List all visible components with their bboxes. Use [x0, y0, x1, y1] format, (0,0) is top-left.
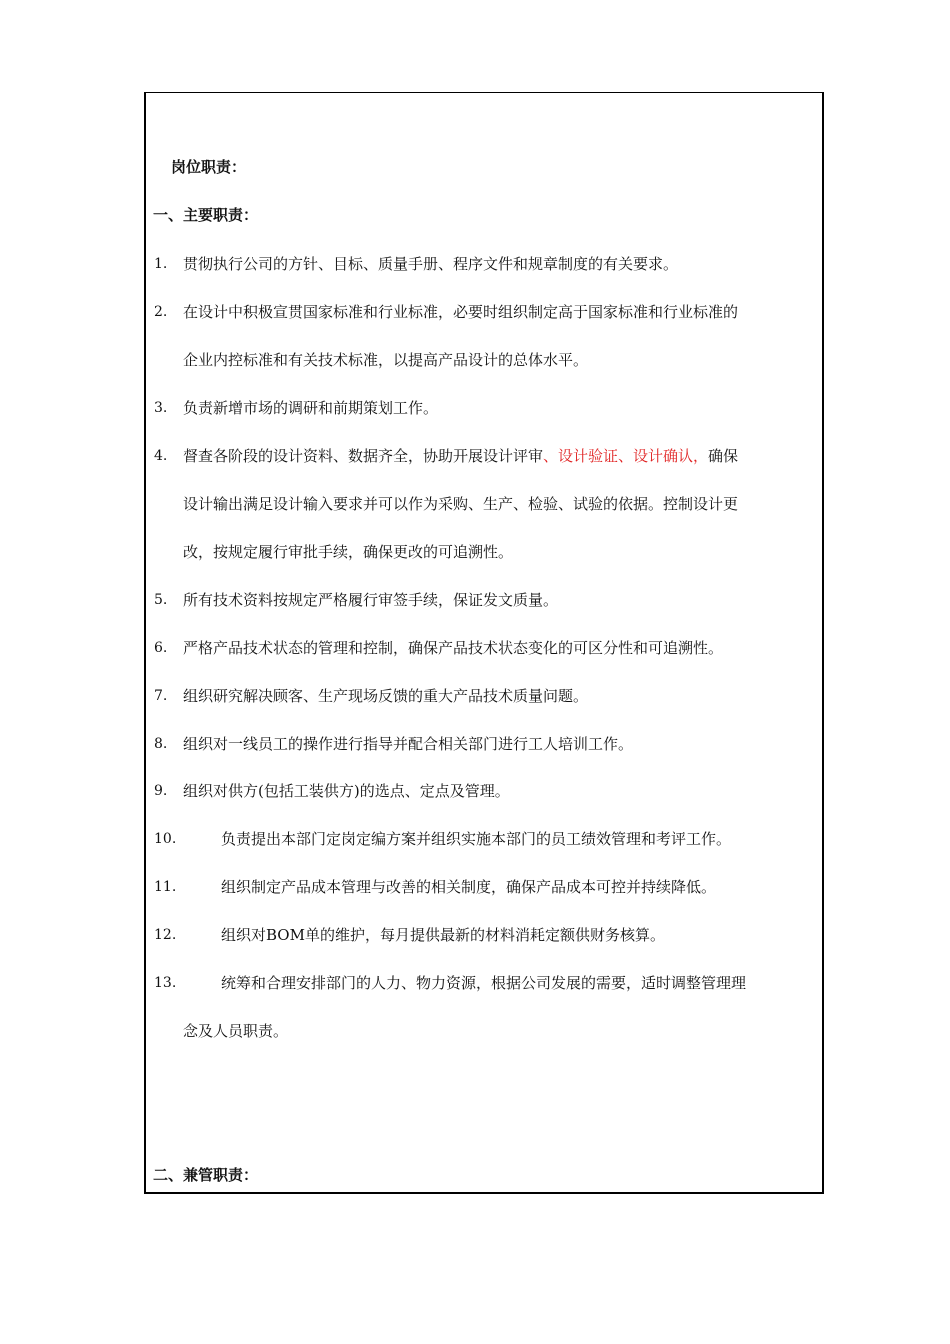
item-text: 组织制定产品成本管理与改善的相关制度，确保产品成本可控并持续降低。: [221, 878, 717, 896]
doc-title: 岗位职责：: [171, 158, 247, 176]
item-text-cont: 念及人员职责。: [183, 1022, 289, 1040]
item-text-highlight: 、设计验证、设计确认，: [543, 447, 709, 465]
item-text: 组织对供方(包括工装供方)的选点、定点及管理。: [183, 782, 510, 800]
item-text: 负责提出本部门定岗定编方案并组织实施本部门的员工绩效管理和考评工作。: [221, 830, 732, 848]
item-number: 2.: [154, 304, 168, 320]
item-text-part: 确保: [708, 447, 739, 465]
item-text: 统筹和合理安排部门的人力、物力资源，根据公司发展的需要，适时调整管理理: [221, 974, 747, 992]
item-text: 所有技术资料按规定严格履行审签手续，保证发文质量。: [183, 591, 559, 609]
item-number: 10.: [154, 831, 177, 847]
item-text-cont: 改，按规定履行审批手续，确保更改的可追溯性。: [183, 543, 514, 561]
item-number: 5.: [154, 592, 168, 608]
item-text-cont: 设计输出满足设计输入要求并可以作为采购、生产、检验、试验的依据。控制设计更: [183, 495, 739, 513]
item-text: 贯彻执行公司的方针、目标、质量手册、程序文件和规章制度的有关要求。: [183, 255, 679, 273]
item-text: 组织研究解决顾客、生产现场反馈的重大产品技术质量问题。: [183, 687, 589, 705]
item-number: 11.: [154, 879, 177, 895]
item-text-part: 督查各阶段的设计资料、数据齐全，协助开展设计评审: [183, 447, 544, 465]
item-number: 13.: [154, 975, 177, 991]
item-number: 8.: [154, 736, 168, 752]
item-text: 组织对一线员工的操作进行指导并配合相关部门进行工人培训工作。: [183, 735, 634, 753]
item-text: 负责新增市场的调研和前期策划工作。: [183, 399, 439, 417]
item-text-cont: 企业内控标准和有关技术标准，以提高产品设计的总体水平。: [183, 351, 589, 369]
item-number: 3.: [154, 400, 168, 416]
section-heading-main: 一、主要职责：: [153, 206, 259, 224]
item-number: 9.: [154, 783, 168, 799]
item-text: 在设计中积极宣贯国家标准和行业标准，必要时组织制定高于国家标准和行业标准的: [183, 303, 739, 321]
item-number: 6.: [154, 640, 168, 656]
item-text: 组织对BOM单的维护，每月提供最新的材料消耗定额供财务核算。: [221, 926, 665, 944]
item-text: [183, 446, 738, 466]
item-text: 严格产品技术状态的管理和控制，确保产品技术状态变化的可区分性和可追溯性。: [183, 639, 724, 657]
item-number: 7.: [154, 688, 168, 704]
item-number: 12.: [154, 927, 177, 943]
item-number: 1.: [154, 256, 168, 272]
item-number: 4.: [154, 448, 168, 464]
section-heading-secondary: 二、兼管职责：: [153, 1166, 259, 1184]
